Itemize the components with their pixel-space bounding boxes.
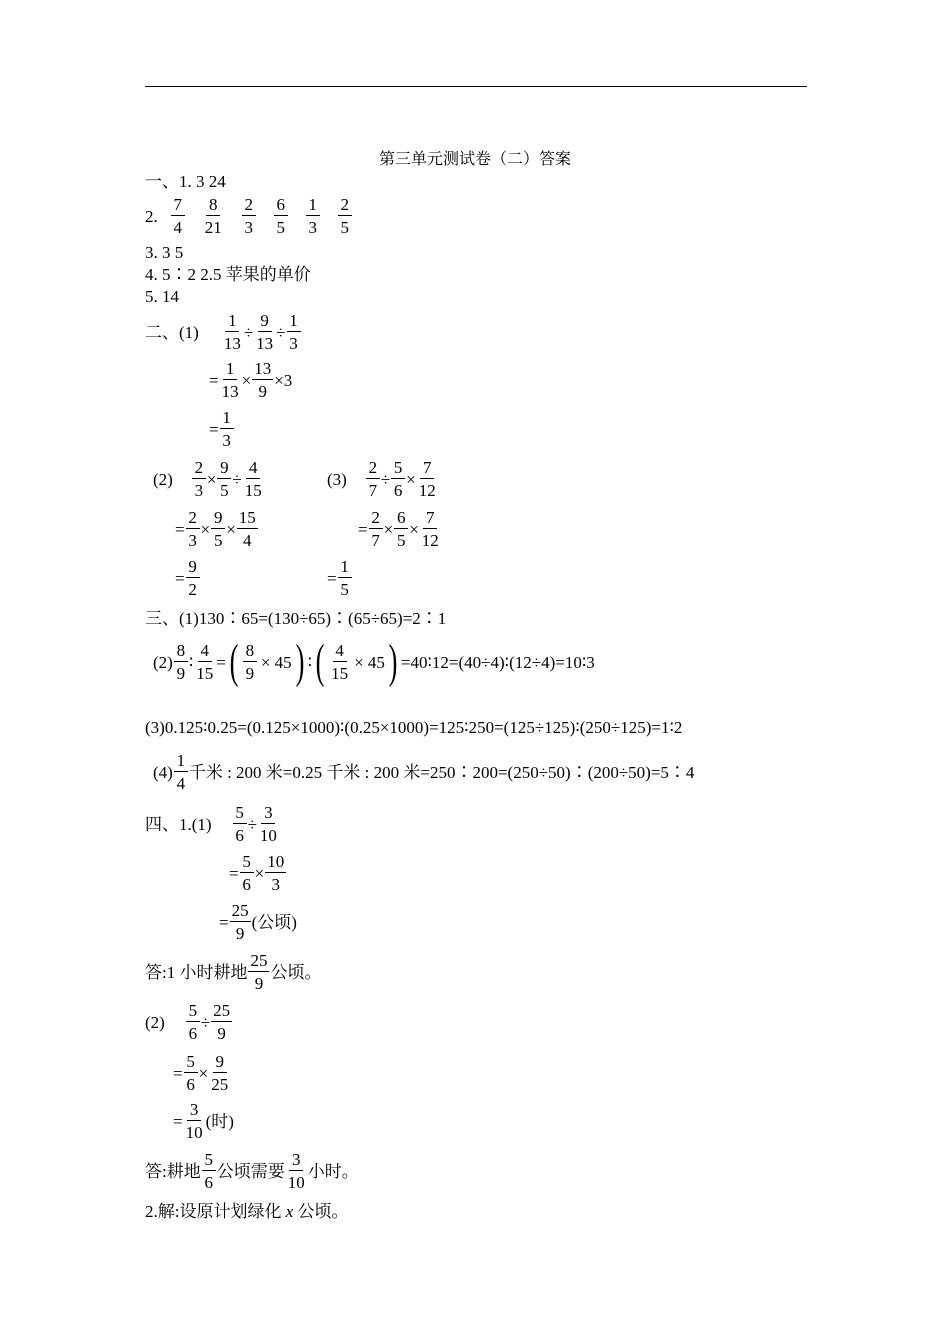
numerator: 15 (238, 508, 256, 527)
tail: 千米 : 200 米=0.25 千米 : 200 米=250∶200=(250÷50)∶(200÷50)=5∶4 (188, 762, 695, 782)
fraction (220, 409, 234, 449)
numerator: 8 (243, 642, 257, 662)
fraction (265, 853, 286, 893)
fraction (174, 642, 188, 682)
fraction (420, 509, 441, 549)
numerator: 1 (338, 558, 352, 578)
fraction (240, 853, 254, 893)
numerator: 13 (254, 359, 272, 378)
fraction (220, 360, 241, 400)
op: ÷ (243, 322, 254, 342)
numerator: 10 (267, 852, 285, 871)
op: × (206, 469, 217, 489)
numerator: 4 (246, 459, 260, 479)
op: × (241, 370, 252, 390)
denominator: 15 (331, 664, 349, 683)
ans-pre: 答:耕地 (145, 1161, 201, 1181)
s4-q2-line2 (173, 1053, 231, 1093)
denominator: 7 (368, 481, 378, 500)
denominator: 15 (244, 481, 262, 500)
op: ÷ (380, 469, 391, 489)
denominator: 4 (176, 774, 186, 793)
eq: = (216, 652, 226, 672)
numerator: 6 (274, 196, 288, 216)
fraction (171, 196, 185, 236)
s4-answer2 (145, 1151, 359, 1191)
s4-q2-line3 (173, 1101, 234, 1141)
fraction (194, 642, 215, 682)
numerator: 25 (231, 901, 249, 920)
denominator: 10 (185, 1123, 203, 1142)
fraction (394, 509, 408, 549)
fraction (209, 1053, 230, 1093)
s2-head: 二、(1) (145, 322, 199, 342)
denominator: 5 (340, 218, 349, 237)
s4-q1-line3 (219, 902, 297, 942)
eq: = (327, 568, 337, 588)
numerator: 5 (391, 459, 405, 479)
denominator: 4 (173, 218, 182, 237)
numerator: 1 (287, 312, 301, 332)
fraction (211, 1002, 232, 1042)
eq: = (219, 912, 229, 932)
denominator: 3 (308, 218, 317, 237)
numerator: 2 (338, 196, 352, 216)
denominator: 3 (289, 334, 298, 353)
fraction (306, 196, 320, 236)
numerator: 5 (184, 1053, 198, 1073)
denominator: 15 (196, 664, 214, 683)
denominator: 5 (340, 580, 349, 599)
op: × (226, 519, 236, 539)
numerator: 6 (394, 509, 408, 529)
numerator: 4 (198, 642, 212, 662)
fraction (366, 459, 380, 499)
op: × (383, 519, 394, 539)
s4-q1-line1 (145, 804, 280, 844)
fraction (184, 1101, 205, 1141)
denominator: 6 (188, 1024, 198, 1043)
denominator: 5 (220, 481, 229, 500)
fraction (203, 196, 224, 236)
denominator: 5 (213, 531, 223, 550)
ans-post: 小时。 (307, 1161, 359, 1181)
fraction (192, 459, 206, 499)
denominator: 5 (276, 218, 285, 237)
denominator: 3 (271, 875, 280, 894)
denominator: 10 (287, 1173, 305, 1192)
numerator: 25 (213, 1001, 231, 1020)
fraction (243, 642, 257, 682)
op: × (198, 1063, 209, 1083)
s1-line4: 4. 5∶2 2.5 苹果的单价 (145, 264, 311, 284)
numerator: 3 (187, 1101, 201, 1121)
denominator: 12 (421, 531, 439, 550)
denominator: 13 (256, 334, 274, 353)
fraction (274, 196, 288, 236)
numerator: 5 (233, 804, 247, 824)
denominator: 6 (186, 1075, 195, 1094)
fraction (286, 1151, 307, 1191)
unit: (时) (205, 1111, 234, 1131)
fraction (237, 509, 258, 549)
eq: = (175, 568, 185, 588)
s3-line1: 三、(1)130∶65=(130÷65)∶(65÷65)=2∶1 (145, 608, 447, 628)
fraction (222, 312, 243, 352)
op: × (254, 863, 265, 883)
denominator: 3 (188, 531, 197, 550)
numerator: 8 (206, 196, 220, 216)
eq: = (209, 370, 219, 390)
header-rule (145, 86, 807, 87)
op: ÷ (276, 322, 286, 342)
colon: ∶ (307, 652, 313, 672)
denominator: 12 (418, 481, 436, 500)
numerator: 2 (242, 196, 256, 216)
numerator: 1 (220, 409, 234, 429)
numerator: 5 (240, 853, 254, 873)
numerator: 1 (225, 312, 239, 332)
fraction (248, 952, 269, 992)
s1-line1: 一、1. 3 24 (145, 171, 226, 191)
denominator: 9 (217, 1024, 226, 1043)
fraction (217, 459, 231, 499)
denominator: 9 (258, 382, 267, 401)
s1-line2 (145, 196, 353, 236)
s2-p2-line2 (175, 509, 259, 549)
denominator: 3 (244, 218, 253, 237)
variable-x: x (285, 1201, 294, 1221)
fraction (287, 312, 301, 352)
denominator: 6 (242, 875, 251, 894)
numerator: 5 (186, 1002, 200, 1022)
numerator: 1 (223, 360, 237, 380)
denominator: 9 (235, 924, 245, 943)
s2-p2-line3 (175, 558, 201, 598)
right-paren: ) (295, 635, 305, 688)
op: × (409, 519, 419, 539)
numerator: 2 (366, 459, 380, 479)
s2-p1-line2 (209, 360, 292, 400)
fraction (338, 196, 352, 236)
s2-p3-line2 (358, 509, 442, 549)
fraction (174, 752, 188, 792)
last-pre: 2.解:设原计划绿化 (145, 1201, 286, 1221)
numerator: 25 (250, 951, 268, 970)
denominator: 7 (371, 531, 380, 550)
s3-line4 (153, 752, 694, 792)
fraction (184, 1053, 198, 1093)
numerator: 7 (423, 509, 437, 529)
last-post: 公顷。 (293, 1201, 349, 1221)
denominator: 10 (259, 826, 277, 845)
denominator: 3 (222, 431, 231, 450)
op: × (406, 469, 416, 489)
fraction (186, 509, 200, 549)
denominator: 25 (211, 1075, 229, 1094)
eq: = (229, 863, 239, 883)
op: ÷ (232, 469, 242, 489)
fraction (186, 1002, 200, 1042)
fraction (254, 312, 275, 352)
op: × (200, 519, 211, 539)
s3-line3: (3)0.125∶0.25=(0.125×1000)∶(0.25×1000)=125∶250=(125÷125)∶(250÷125)=1∶2 (145, 717, 683, 737)
fraction (369, 509, 383, 549)
eq: = (175, 519, 185, 539)
fraction (338, 558, 352, 598)
numerator: 4 (333, 642, 347, 662)
colon: ∶ (188, 652, 194, 672)
numerator: 9 (217, 459, 231, 479)
label: (4) (153, 762, 173, 782)
label: (2) (153, 652, 173, 672)
p3-label: (3) (327, 469, 347, 489)
denominator: 21 (204, 218, 222, 237)
numerator: 9 (211, 509, 225, 529)
denominator: 9 (254, 974, 264, 993)
denominator: 4 (243, 531, 252, 550)
s1-line5: 5. 14 (145, 286, 179, 306)
ans-post: 公顷。 (270, 962, 322, 982)
numerator: 1 (174, 752, 188, 772)
s3-line2 (153, 636, 595, 688)
denominator: 9 (176, 664, 186, 683)
q2-label: (2) (145, 1012, 165, 1032)
p2-label: (2) (153, 469, 173, 489)
numerator: 7 (420, 459, 434, 479)
numerator: 9 (213, 1053, 227, 1073)
denominator: 5 (396, 531, 406, 550)
denominator: 6 (393, 481, 403, 500)
fraction (186, 558, 200, 598)
fraction (243, 459, 264, 499)
denominator: 6 (204, 1173, 213, 1192)
numerator: 2 (369, 509, 383, 529)
fraction (252, 360, 273, 400)
numerator: 2 (192, 459, 206, 479)
s2-p1-line1 (145, 312, 302, 352)
tail: =40∶12=(40÷4)∶(12÷4)=10∶3 (400, 652, 595, 672)
denominator: 9 (245, 664, 255, 683)
fraction (202, 1151, 216, 1191)
numerator: 9 (258, 312, 272, 332)
op: ÷ (200, 1012, 211, 1032)
fraction (417, 459, 438, 499)
ans-pre: 答:1 小时耕地 (145, 962, 248, 982)
numerator: 2 (186, 509, 200, 529)
s4-answer1 (145, 952, 321, 992)
denominator: 6 (235, 826, 244, 845)
s1-line3: 3. 3 5 (145, 242, 184, 262)
op: ÷ (247, 814, 257, 834)
s1-line2-prefix: 2. (145, 206, 158, 226)
fraction (230, 902, 251, 942)
numerator: 3 (261, 804, 275, 824)
left-paren: ( (315, 635, 325, 688)
denominator: 13 (223, 334, 241, 353)
s2-p3-line3 (327, 558, 353, 598)
eq: = (173, 1111, 183, 1131)
denominator: 3 (194, 481, 204, 500)
fraction (242, 196, 256, 236)
fraction (211, 509, 225, 549)
s2-p2-line1 (153, 459, 265, 499)
eq: = (358, 519, 368, 539)
s2-p1-line3 (209, 409, 235, 449)
denominator: 13 (221, 382, 239, 401)
eq: = (209, 419, 219, 439)
s4-last-line (145, 1200, 349, 1222)
tail: ×3 (274, 370, 293, 390)
denominator: 2 (188, 580, 197, 599)
numerator: 1 (306, 196, 320, 216)
page-title: 第三单元测试卷（二）答案 (378, 151, 571, 168)
s4-q1-line2 (229, 853, 287, 893)
fraction (258, 804, 279, 844)
numerator: 5 (202, 1151, 216, 1171)
s2-p3-line1 (327, 459, 439, 499)
numerator: 3 (289, 1151, 303, 1171)
fraction (233, 804, 247, 844)
s4-q2-line1 (145, 1002, 233, 1042)
left-paren: ( (229, 635, 239, 688)
unit: (公顷) (251, 912, 297, 932)
fraction (329, 642, 350, 682)
eq: = (173, 1063, 183, 1083)
numerator: 8 (174, 642, 188, 662)
times: × 45 (260, 652, 292, 672)
numerator: 9 (186, 558, 200, 578)
numerator: 7 (171, 196, 185, 216)
fraction (391, 459, 405, 499)
times: × 45 (354, 652, 385, 672)
right-paren: ) (388, 635, 398, 688)
ans-mid: 公顷需要 (216, 1161, 285, 1181)
s4-head: 四、1.(1) (145, 814, 212, 834)
